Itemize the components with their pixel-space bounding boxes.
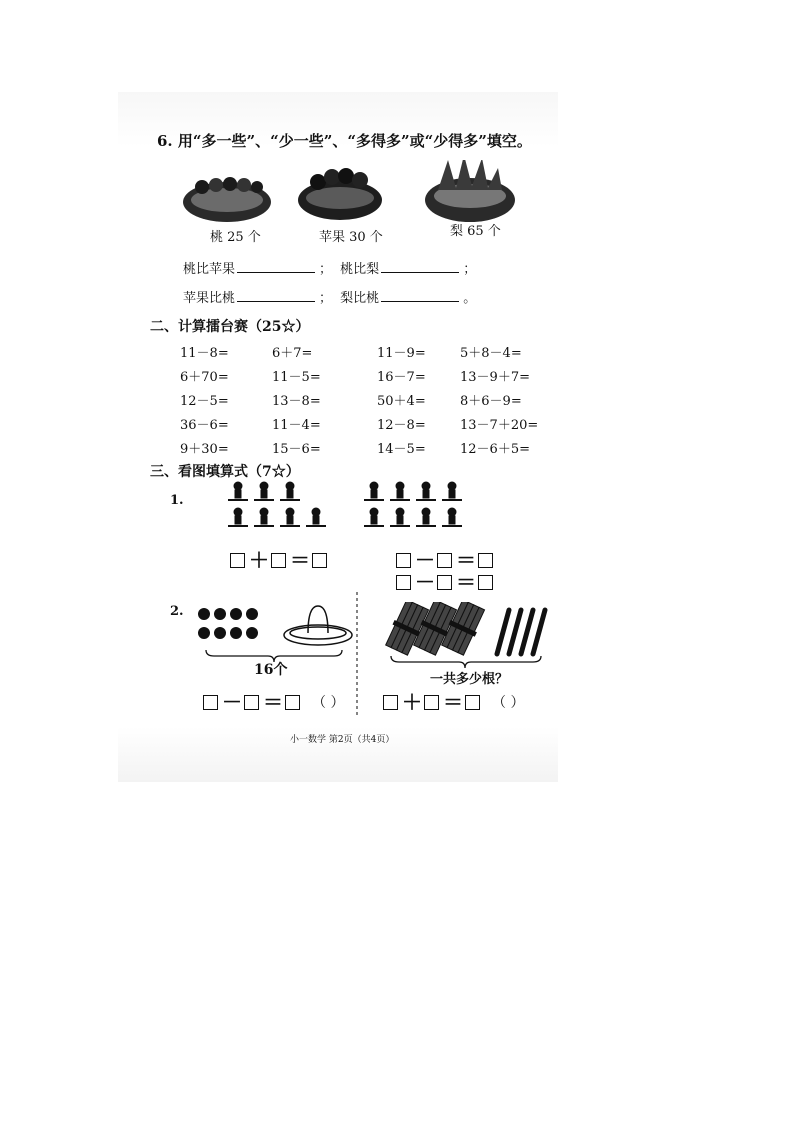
kids-group-right-icon [364, 482, 462, 526]
calc-item: 9＋30= [180, 442, 229, 457]
brace-icon [391, 656, 541, 668]
kids-picture [226, 480, 476, 532]
answer-box[interactable] [203, 695, 218, 710]
answer-box[interactable] [383, 695, 398, 710]
problem-2-number: 2. [170, 604, 184, 619]
basket-label-peach: 桃 25 个 [210, 230, 261, 245]
calc-item: 8＋6－9= [460, 394, 522, 409]
fruit-baskets [180, 160, 520, 225]
answer-blank[interactable] [381, 260, 459, 273]
answer-box[interactable] [424, 695, 439, 710]
calc-item: 11－9= [377, 346, 426, 361]
equals-sign: ＝ [456, 570, 476, 594]
answer-blank[interactable] [381, 289, 459, 302]
answer-box[interactable] [465, 695, 480, 710]
answer-box[interactable] [437, 575, 452, 590]
calc-item: 13－9＋7= [460, 370, 530, 385]
fill-sep: 。 [463, 291, 477, 306]
minus-sign: － [222, 690, 242, 714]
question-label: 一共多少根？ [430, 672, 509, 687]
answer-box[interactable] [285, 695, 300, 710]
total-label: 16个 [254, 662, 288, 678]
calc-item: 36－6= [180, 418, 229, 433]
answer-box[interactable] [437, 553, 452, 568]
question-6-title: 6. 用“多一些”、“少一些”、“多得多”或“少得多”填空。 [157, 132, 532, 150]
unit-parentheses[interactable]: （ ） [312, 695, 345, 711]
fill-text: 梨比桃 [340, 291, 380, 306]
apple-basket-icon [298, 168, 382, 220]
calc-item: 13－8= [272, 394, 321, 409]
equals-sign: ＝ [443, 690, 463, 714]
calc-item: 12－6＋5= [460, 442, 530, 457]
answer-blank[interactable] [237, 260, 315, 273]
plus-sign: ＋ [249, 548, 269, 572]
unit-parentheses[interactable]: （ ） [492, 695, 525, 711]
equals-sign: ＝ [263, 690, 283, 714]
calc-item: 13－7＋20= [460, 418, 539, 433]
minus-sign: － [415, 570, 435, 594]
calc-item: 11－8= [180, 346, 229, 361]
equation-1-right-a [396, 548, 493, 572]
fill-text: 桃比苹果 [183, 262, 236, 277]
calc-item: 6＋70= [180, 370, 229, 385]
kids-group-left-icon [228, 482, 326, 526]
equals-sign: ＝ [290, 548, 310, 572]
answer-box[interactable] [478, 575, 493, 590]
fill-sep: ； [319, 262, 333, 277]
sticks-picture [385, 602, 555, 670]
calc-item: 50＋4= [377, 394, 426, 409]
page-footer: 小一数学 第2页（共4页） [290, 735, 395, 745]
answer-box[interactable] [230, 553, 245, 568]
equation-2-right [383, 692, 524, 712]
section-3-title: 三、看图填算式（7☆） [150, 464, 300, 480]
fill-sep: ； [319, 291, 333, 306]
apples-icon [198, 608, 258, 639]
calc-item: 5＋8－4= [460, 346, 522, 361]
basket-label-apple: 苹果 30 个 [319, 230, 383, 245]
problem-1-number: 1. [170, 493, 184, 508]
calc-item: 6＋7= [272, 346, 313, 361]
section-2-title: 二、计算擂台赛（25☆） [150, 319, 310, 335]
minus-sign: － [415, 548, 435, 572]
basket-label-pear: 梨 65 个 [450, 224, 501, 239]
basket-icon [284, 606, 352, 645]
fill-sep: ； [463, 262, 477, 277]
fill-row-1 [183, 258, 476, 277]
calc-item: 12－8= [377, 418, 426, 433]
calc-column-3 [377, 342, 426, 462]
equation-1-right-b [396, 570, 493, 594]
calc-item: 14－5= [377, 442, 426, 457]
peach-basket-icon [183, 177, 271, 222]
calc-item: 12－5= [180, 394, 229, 409]
single-sticks-icon [497, 610, 545, 654]
equation-1-left [230, 548, 327, 572]
answer-box[interactable] [396, 553, 411, 568]
fill-text: 苹果比桃 [183, 291, 236, 306]
answer-box[interactable] [271, 553, 286, 568]
calc-item: 11－5= [272, 370, 321, 385]
equals-sign: ＝ [456, 548, 476, 572]
calc-item: 11－4= [272, 418, 321, 433]
plus-sign: ＋ [402, 690, 422, 714]
answer-box[interactable] [478, 553, 493, 568]
answer-box[interactable] [396, 575, 411, 590]
calc-item: 15－6= [272, 442, 321, 457]
stick-bundles-icon [385, 602, 486, 656]
answer-box[interactable] [312, 553, 327, 568]
answer-box[interactable] [244, 695, 259, 710]
pear-basket-icon [425, 160, 515, 222]
fill-row-2 [183, 287, 476, 306]
calc-item: 16－7= [377, 370, 426, 385]
calc-column-1 [180, 342, 229, 462]
calc-column-2 [272, 342, 321, 462]
calc-column-4 [460, 342, 538, 462]
answer-blank[interactable] [237, 289, 315, 302]
fill-text: 桃比梨 [340, 262, 380, 277]
equation-2-left [203, 692, 344, 712]
